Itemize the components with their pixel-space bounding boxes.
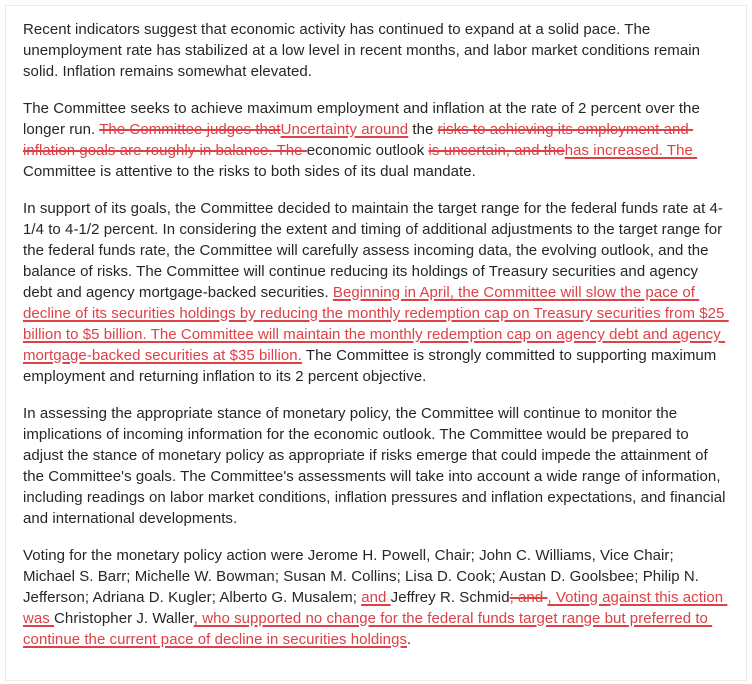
text-run: Committee is attentive to the risks to both sides of its dual mandate. [23,163,476,180]
text-run: economic outlook [306,142,429,159]
deleted-text-run: risks to achieving its employment and inflation goals are roughly in balance. The [23,121,693,159]
paragraph [23,98,729,182]
deleted-text-run: ; and [509,589,548,606]
paragraph [23,545,729,650]
inserted-text-run: , who supported no change for the federal funds target range but preferred to continue the current pace of decline in securities holdings [23,610,713,648]
paragraph [23,198,729,387]
deleted-text-run: The Committee judges that [99,121,281,138]
inserted-text-run: Uncertainty around [280,121,409,138]
text-run: . [407,631,412,648]
text-run: The Committee seeks to achieve maximum employment and inflation at the rate of 2 percent over the longer run. [23,100,705,138]
inserted-text-run: Beginning in April, the Committee will slow the pace of decline of its securities holdings by reducing the monthly redemption cap on Treasury securities from $25 billion to $5 billion. The Committee will maintain the monthly redemption cap on agency debt and agency mortgage-backed securities at $35 billion. [23,284,729,364]
text-run: In support of its goals, the Committee decided to maintain the target range for the federal funds rate at 4-1/4 to 4-1/2 percent. In considering the extent and timing of additional adjustments to the target range for the federal funds rate, the Committee will carefully assess incoming data, the evolving outlook, and the balance of risks. The Committee will continue reducing its holdings of Treasury securities and agency debt and agency mortgage-backed securities. [23,200,727,301]
text-run: Voting for the monetary policy action were Jerome H. Powell, Chair; John C. Williams, Vice Chair; Michael S. Barr; Michelle W. Bowman; Susan M. Collins; Lisa D. Cook; Austan D. Goolsbee; Philip N. Jefferson; Adriana D. Kugler; Alberto G. Musalem; [23,547,704,606]
text-run: Christopher J. Waller [54,610,194,627]
inserted-text-run: has increased. The [564,142,698,159]
paragraphs-container [6,6,746,650]
text-run: The Committee is strongly committed to supporting maximum employment and returning inflation to its 2 percent objective. [23,347,721,385]
inserted-text-run: and [361,589,391,606]
paragraph [23,403,729,529]
deleted-text-run: is uncertain, and the [428,142,565,159]
inserted-text-run: , Voting against this action was [23,589,728,627]
paragraph [23,19,729,82]
text-run: Jeffrey R. Schmid [390,589,510,606]
text-run: Recent indicators suggest that economic activity has continued to expand at a solid pace. The unemployment rate has stabilized at a low level in recent months, and labor market conditions remain solid. Inflation remains somewhat elevated. [23,21,705,80]
text-run: In assessing the appropriate stance of monetary policy, the Committee will continue to monitor the implications of incoming information for the economic outlook. The Committee would be prepared to adjust the stance of monetary policy as appropriate if risks emerge that could impede the attainment of the Committee's goals. The Committee's assessments will take into account a wide range of information, including readings on labor market conditions, inflation pressures and inflation expectations, and financial and international developments. [23,405,730,527]
document-page [5,5,747,681]
text-run: the [408,121,438,138]
